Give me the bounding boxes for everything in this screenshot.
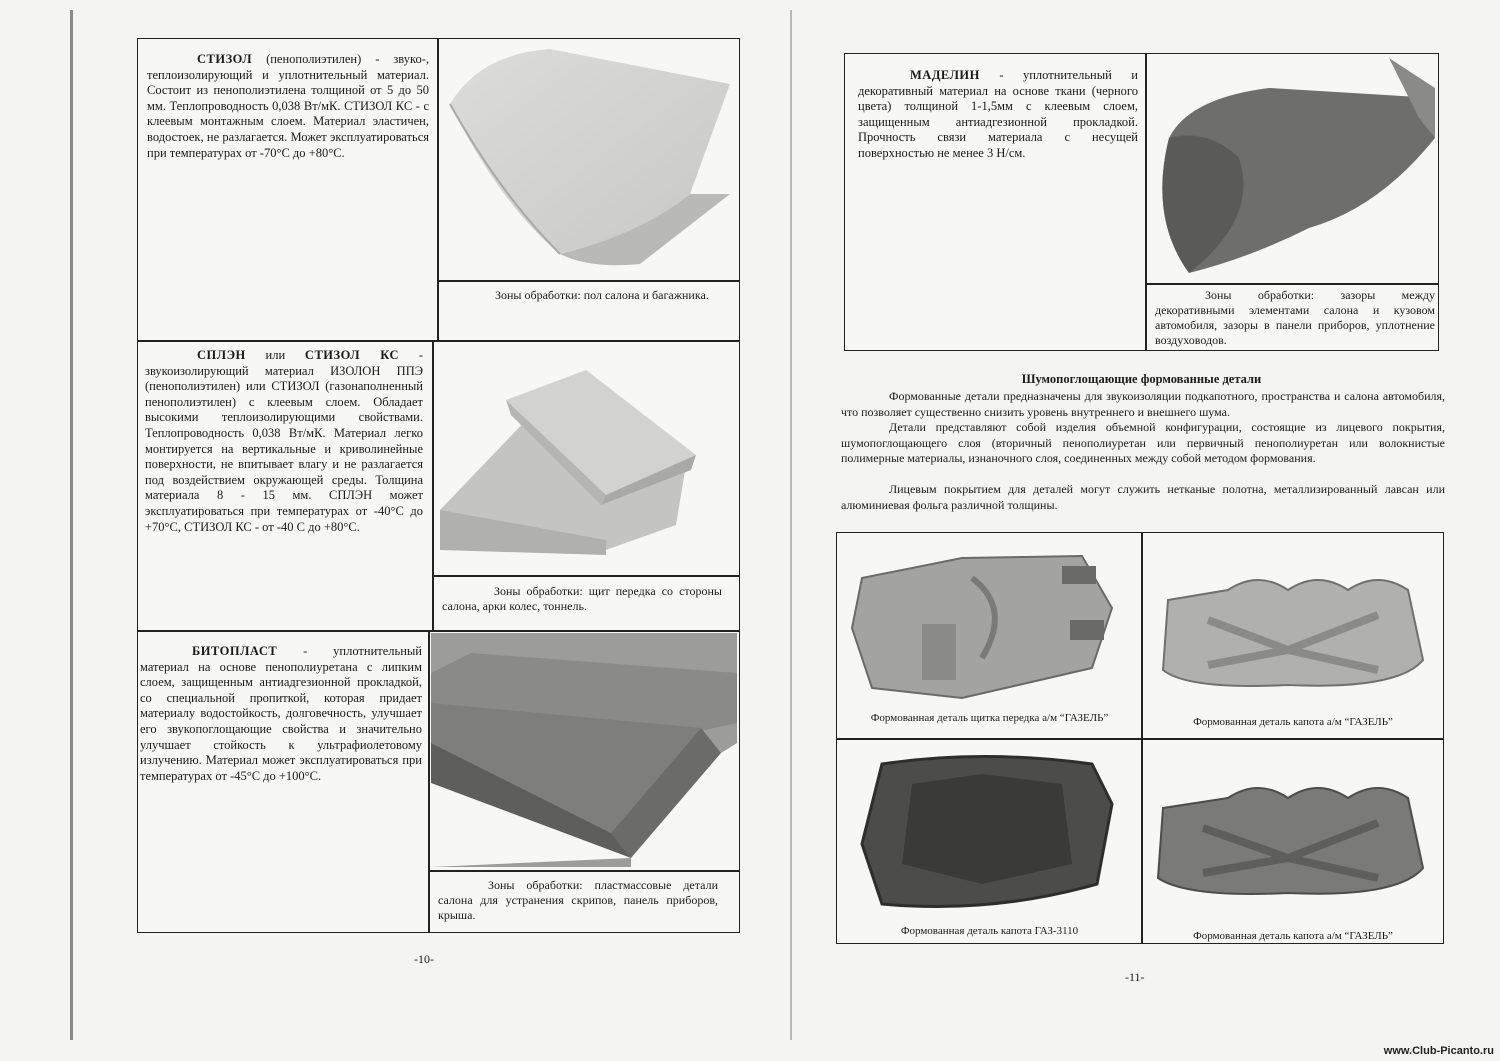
splen-photo (436, 345, 736, 570)
stizol-description: СТИЗОЛ (пенополиэтилен) - звуко-, теплоизолирующий и уплотнительный материал. Состоит из пенополиэтилена толщиной от 5 до 50 мм. Теплопроводность 0,038 Вт/мК. СТИЗОЛ КС - с клеевым монтажным слоем. Материал эластичен, водостоек, не разлагается. Может эксплуатироваться при температурах от -70°С до +80°С. (147, 52, 430, 160)
right-page (792, 0, 1500, 1061)
stizol-zones: Зоны обработки: пол салона и багажника. (495, 288, 709, 302)
splen-title: СПЛЭН (197, 348, 246, 362)
stizol-photo (440, 44, 736, 276)
figure-1-photo (842, 548, 1137, 710)
figure-4-photo (1148, 768, 1438, 908)
figure-4-caption: Формованная деталь капота а/м “ГАЗЕЛЬ” (1193, 930, 1393, 942)
section-heading: Шумопоглощающие формованные детали (1021, 372, 1262, 386)
page-number: -10- (414, 952, 434, 966)
site-watermark: www.Club-Picanto.ru (1383, 1045, 1494, 1057)
bitoplast-photo (431, 633, 737, 867)
figure-2-photo (1148, 560, 1438, 700)
madelin-description: МАДЕЛИН - уплотнительный и декоративный материал на основе ткани (черного цвета) толщиной 1-1,5мм с клеевым слоем, защищенным антиадгезионной прокладкой. Прочность связи материала с несущей поверхностью не менее 3 Н/см. (858, 68, 1138, 160)
madelin-zones: Зоны обработки: зазоры между декоративными элементами салона и кузовом автомобиля, зазоры в панели приборов, уплотнение воздуховодов. (1155, 288, 1435, 347)
paragraph-3: Лицевым покрытием для деталей могут служить нетканые полотна, металлизированный лавсан или алюминиевая фольга различной толщины. (841, 482, 1445, 512)
paragraph-1: Формованные детали предназначены для звукоизоляции подкапотного, пространства и салона автомобиля, что позволяет существенно снизить уровень внутреннего и внешнего шума. (841, 389, 1445, 419)
bitoplast-title: БИТОПЛАСТ (192, 644, 278, 658)
page-number: -11- (1125, 970, 1145, 984)
figure-3-photo (842, 744, 1137, 916)
splen-zones: Зоны обработки: щит передка со стороны салона, арки колес, тоннель. (442, 584, 722, 613)
figure-1-caption: Формованная деталь щитка передка а/м “ГАЗЕЛЬ” (870, 712, 1109, 724)
bitoplast-description: БИТОПЛАСТ - уплотнительный материал на основе пенополиуретана с липким слоем, защищенным антиадгезионной прокладкой, со специальной пропиткой, которая придает материалу водостойкость, долговечность, улучшает его звукопоглощающие свойства и значительно улучшает стойкость к ультрафиолетовому излучению. Материал может эксплуатироваться при температурах от -45°С до +100°С. (140, 644, 423, 783)
stizol-ks-title: СТИЗОЛ КС (304, 348, 400, 362)
figure-3-caption: Формованная деталь капота ГАЗ-3110 (900, 925, 1079, 937)
paragraph-2: Детали представляют собой изделия объемной конфигурации, состоящие из лицевого покрытия, шумопоглощающего слоя (вторичный пенополиуретан или первичный пенополиуретан или волокнистые полимерные материалы, изнаночного слоя, соединенных между собой методом формования. (841, 420, 1445, 465)
bitoplast-zones: Зоны обработки: пластмассовые детали салона для устранения скрипов, панель приборов, крыша. (438, 878, 718, 922)
madelin-photo (1149, 58, 1435, 280)
madelin-title: МАДЕЛИН (910, 68, 980, 82)
figure-2-caption: Формованная деталь капота а/м “ГАЗЕЛЬ” (1193, 716, 1393, 728)
stizol-title: СТИЗОЛ (197, 52, 253, 66)
splen-description: СПЛЭН или СТИЗОЛ КС - звукоизолирующий материал ИЗОЛОН ППЭ (пенополиэтилен) или СТИЗОЛ (газонаполненный пенополиэтилен) с клеевым слоем. Обладает высокими теплоизолирующими свойствами. Теплопроводность 0,038 Вт/мК. Материал легко монтируется на вертикальные и криволинейные поверхности, не впитывает влагу и не разлагается под воздействием окружающей среды. Толщина материала 8 - 15 мм. СПЛЭН может эксплуатироваться при температурах от -40°С до +70°С, СТИЗОЛ КС - от -40 С до +80°С. (145, 348, 424, 534)
